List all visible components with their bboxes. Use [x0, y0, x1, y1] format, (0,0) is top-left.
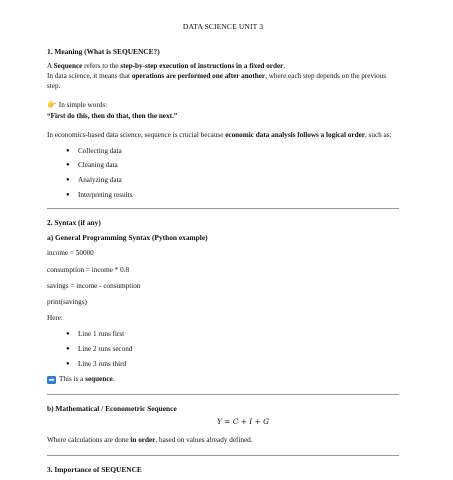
pointing-hand-icon: 👉 [47, 100, 57, 110]
document-title: DATA SCIENCE UNIT 3 [182, 22, 264, 31]
simple-words-line: 👉 In simple words: [47, 100, 108, 110]
code-line: consumption = income * 0.8 [47, 265, 130, 274]
list-item: ● Cleaning data [66, 161, 118, 170]
list-item: ● Collecting data [66, 146, 122, 155]
code-line: print(savings) [47, 298, 87, 307]
divider [47, 208, 399, 209]
list-item: ● Interpreting results [66, 190, 133, 199]
here-label: Here: [47, 314, 63, 323]
list-item: ● Line 3 runs third [66, 359, 127, 368]
code-block [47, 249, 399, 324]
quote-line: “First do this, then do that, then the next.” [47, 112, 178, 121]
calc-paragraph: Where calculations are done in order, based on values already defined. [47, 436, 253, 445]
section-1-paragraph-3: In economics-based data science, sequence is crucial because economic data analysis follows a logical order, such as: [47, 130, 392, 139]
equation: Y = C + I + G [216, 417, 270, 427]
sequence-note: ➡ This is a sequence. [48, 374, 115, 384]
code-line: savings = income - consumption [47, 281, 141, 290]
divider [47, 455, 399, 456]
steps-list [47, 147, 399, 201]
lines-list [47, 330, 399, 369]
code-line: income = 50000 [47, 249, 94, 258]
section-2-subheading-a: a) General Programming Syntax (Python example) [47, 233, 208, 243]
list-item: ● Analyzing data [66, 175, 122, 184]
list-item: ● Line 2 runs second [66, 345, 133, 354]
section-2-heading: 2. Syntax (if any) [47, 218, 101, 228]
right-arrow-icon: ➡ [48, 375, 55, 384]
section-1-heading: 1. Meaning (What is SEQUENCE?) [47, 47, 160, 57]
document-page [47, 22, 399, 480]
section-1-paragraph-1: A Sequence refers to the step-by-step execution of instructions in a fixed order. In data science, it means that operations are performed one after another, where each step depends on the previous step. [47, 62, 387, 90]
section-2-subheading-b: b) Mathematical / Econometric Sequence [47, 404, 177, 414]
section-3-heading: 3. Importance of SEQUENCE [47, 465, 142, 475]
divider [47, 394, 399, 395]
list-item: ● Line 1 runs first [66, 330, 125, 339]
